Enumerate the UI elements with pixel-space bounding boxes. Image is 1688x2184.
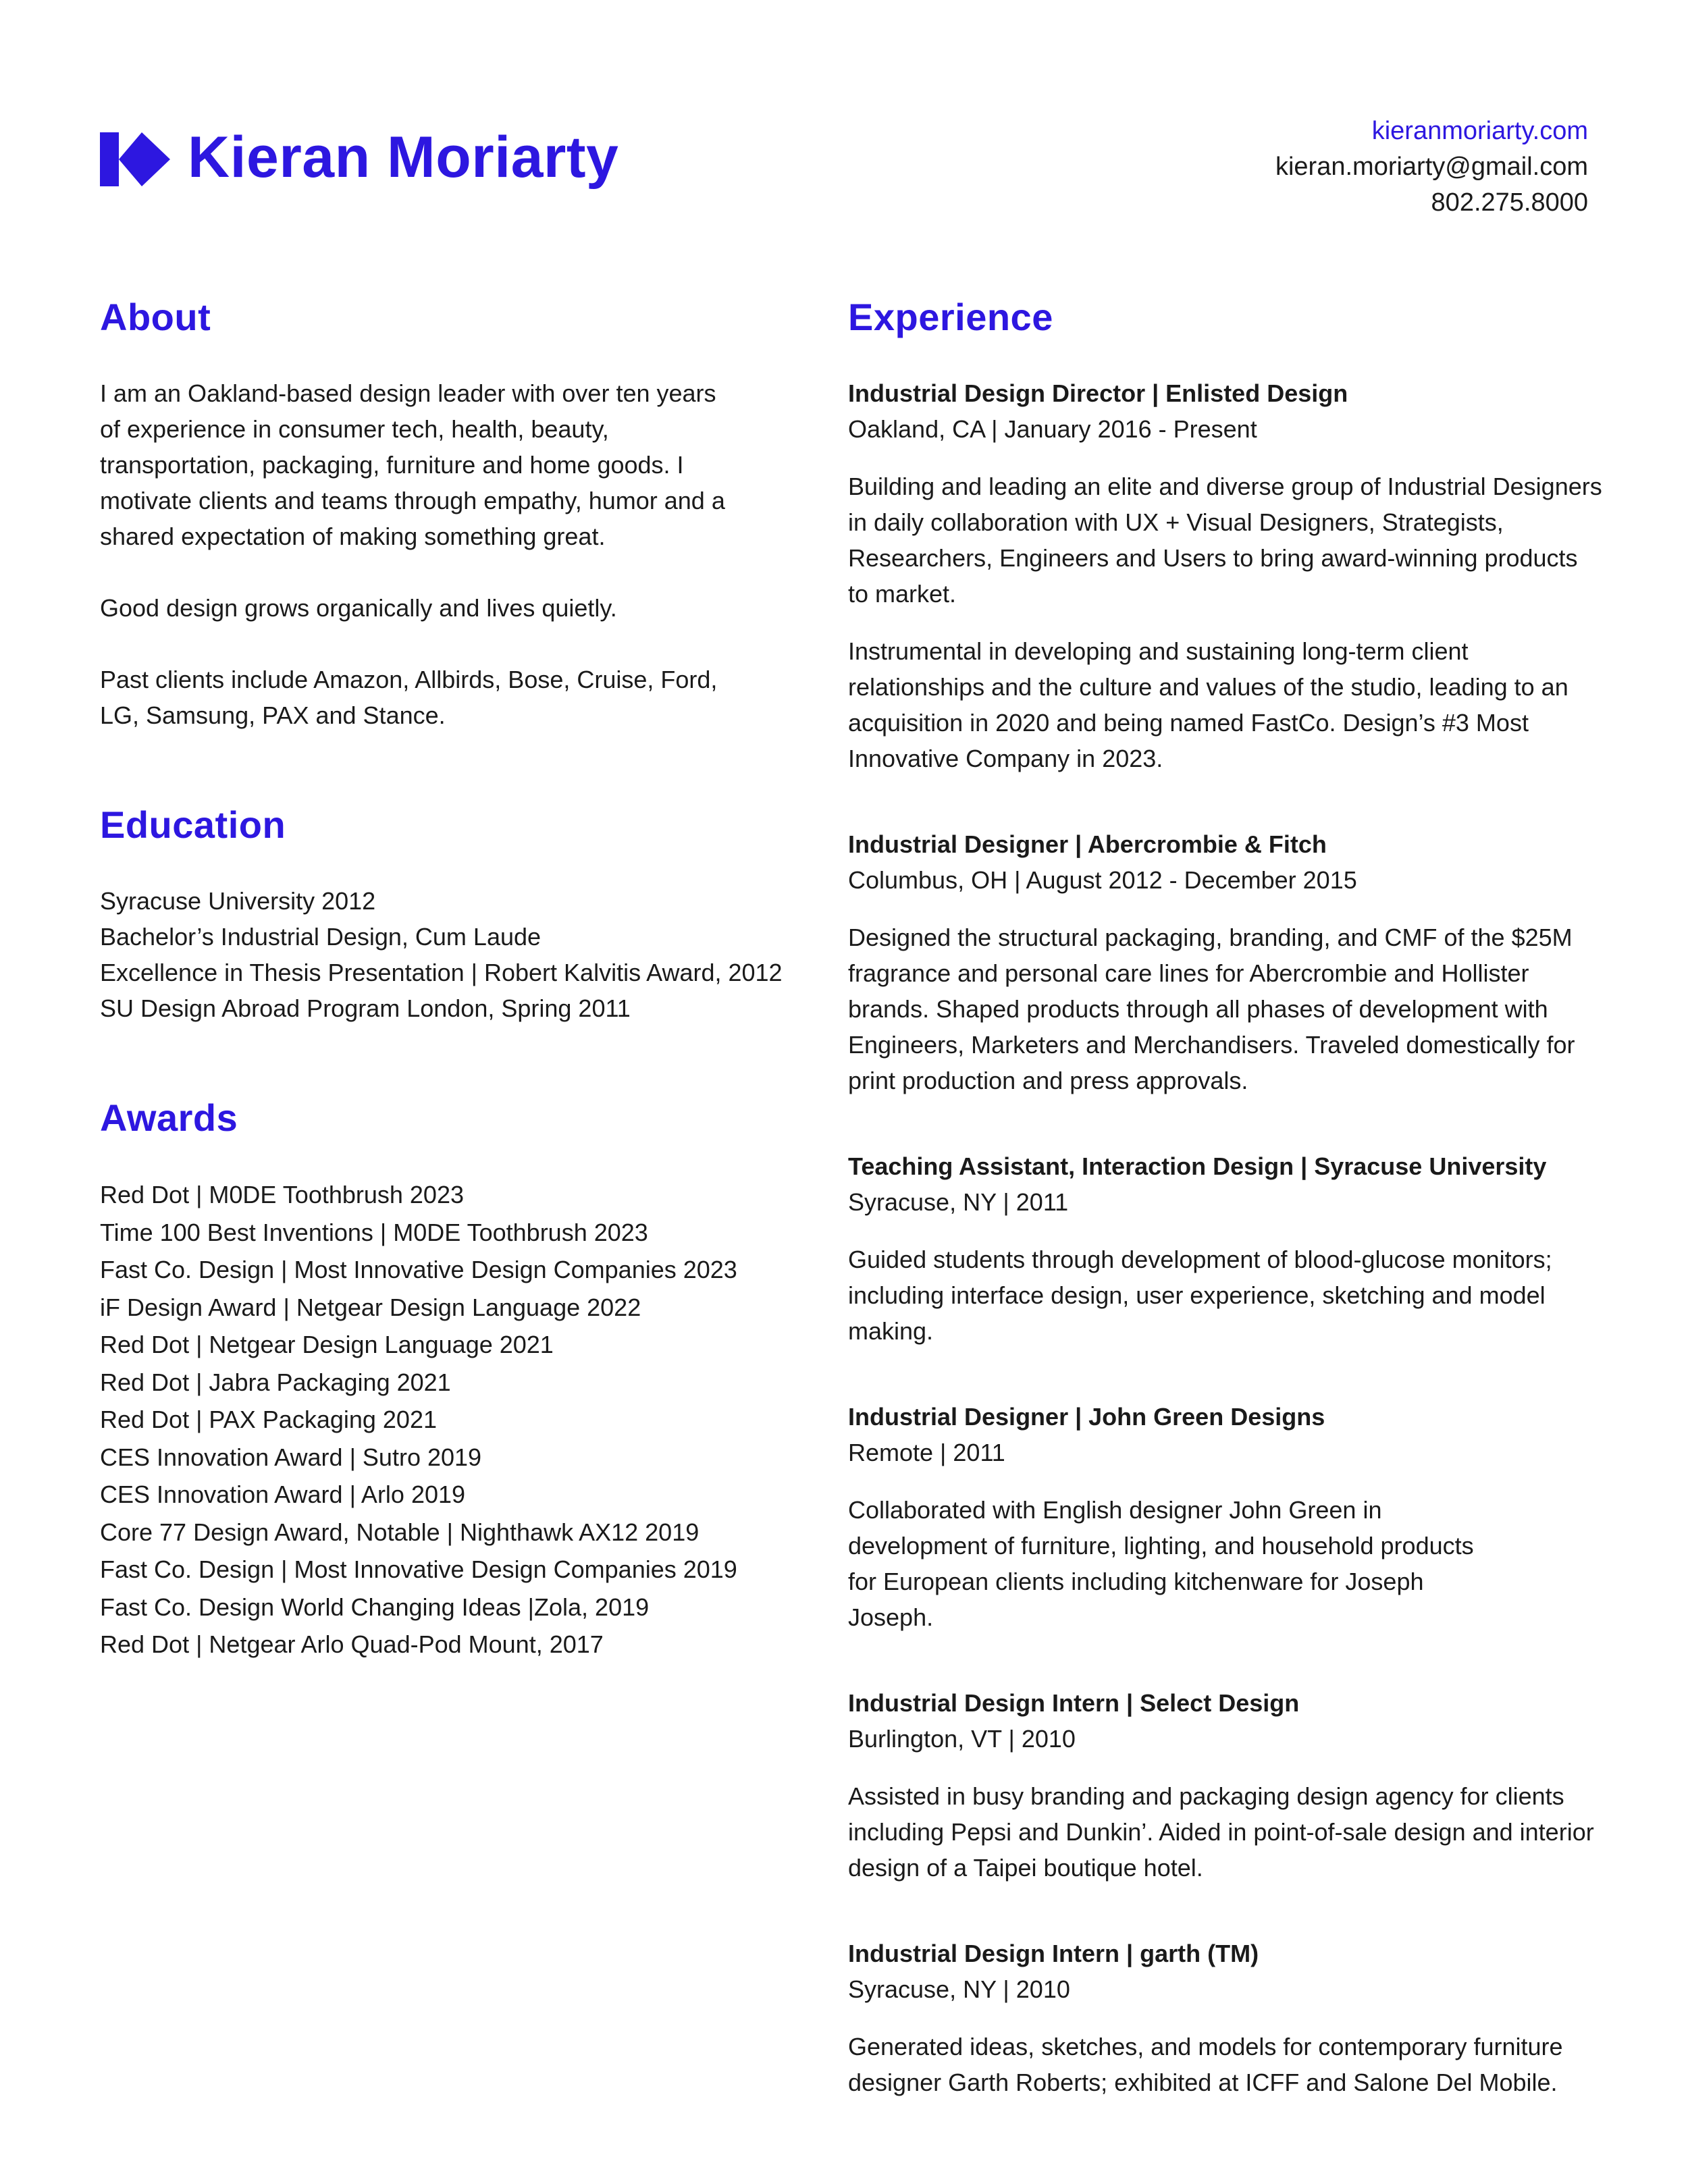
left-column [100, 284, 783, 1663]
award-item: Red Dot | Jabra Packaging 2021 [100, 1368, 451, 1396]
about-paragraph: I am an Oakland-based design leader with over ten years of experience in consumer tech, health, beauty, transportation, packaging, furniture and home goods. I motivate clients and teams through empathy, humor and a shared expectation of making something great. [100, 379, 725, 550]
job-description: Building and leading an elite and diverse group of Industrial Designers in daily collaboration with UX + Visual Designers, Strategists, Researchers, Engineers and Users to bring award-winning products to market. [848, 473, 1602, 608]
page-title: Kieran Moriarty [188, 125, 619, 190]
award-item: Red Dot | Netgear Design Language 2021 [100, 1331, 554, 1358]
education-line: Syracuse University 2012 [100, 887, 376, 915]
education-heading: Education [100, 803, 286, 846]
job-meta: Remote | 2011 [848, 1439, 1005, 1466]
awards-heading: Awards [100, 1096, 238, 1139]
about-heading: About [100, 296, 211, 338]
award-item: Red Dot | Netgear Arlo Quad-Pod Mount, 2017 [100, 1630, 604, 1658]
job-title: Industrial Designer | John Green Designs [848, 1403, 1325, 1431]
phone-number: 802.275.8000 [1431, 188, 1588, 217]
job-entry [848, 826, 1604, 1098]
job-entry [848, 1936, 1604, 2100]
job-meta: Columbus, OH | August 2012 - December 2015 [848, 866, 1357, 894]
website-link[interactable]: kieranmoriarty.com [1371, 117, 1588, 145]
email-link[interactable]: kieran.moriarty@gmail.com [1275, 153, 1588, 181]
job-description: Collaborated with English designer John Green in development of furniture, lighting, and household products for European clients including kitchenware for Joseph Joseph. [848, 1496, 1474, 1631]
right-column [848, 284, 1604, 2100]
contact-block [1048, 113, 1588, 221]
education-line: Bachelor’s Industrial Design, Cum Laude [100, 923, 542, 951]
job-meta: Syracuse, NY | 2011 [848, 1188, 1069, 1216]
job-title: Industrial Design Director | Enlisted Design [848, 379, 1348, 407]
job-description: Instrumental in developing and sustaining long-term client relationships and the culture and values of the studio, leading to an acquisition in 2020 and being named FastCo. Design’s #3 Most Innovative Company in 2023. [848, 637, 1568, 772]
award-item: Fast Co. Design | Most Innovative Design Companies 2023 [100, 1256, 737, 1283]
award-item: Time 100 Best Inventions | M0DE Toothbrush 2023 [100, 1218, 648, 1246]
job-entry [848, 375, 1604, 776]
job-meta: Oakland, CA | January 2016 - Present [848, 415, 1257, 443]
job-description: Generated ideas, sketches, and models for contemporary furniture designer Garth Roberts; exhibited at ICFF and Salone Del Mobile. [848, 2033, 1563, 2096]
job-meta: Burlington, VT | 2010 [848, 1725, 1076, 1753]
award-item: Core 77 Design Award, Notable | Nighthawk AX12 2019 [100, 1518, 700, 1546]
job-title: Industrial Design Intern | Select Design [848, 1689, 1300, 1717]
about-paragraph: Good design grows organically and lives quietly. [100, 594, 617, 622]
award-item: Red Dot | M0DE Toothbrush 2023 [100, 1181, 464, 1208]
k-diamond-logo-icon [100, 132, 170, 186]
job-description: Guided students through development of blood-glucose monitors; including interface design, user experience, sketching and model making. [848, 1246, 1552, 1345]
job-entry [848, 1685, 1604, 1886]
job-meta: Syracuse, NY | 2010 [848, 1975, 1070, 2003]
job-description: Designed the structural packaging, branding, and CMF of the $25M fragrance and personal care lines for Abercrombie and Hollister brands. Shaped products through all phases of development with Engineers, Marketers and Merchandisers. Traveled domestically for print production and press approvals. [848, 924, 1575, 1094]
job-entry [848, 1399, 1604, 1635]
job-entry [848, 1148, 1604, 1349]
experience-heading: Experience [848, 296, 1053, 338]
award-item: Red Dot | PAX Packaging 2021 [100, 1406, 437, 1433]
job-description: Assisted in busy branding and packaging design agency for clients including Pepsi and Dunkin’. Aided in point-of-sale design and interior design of a Taipei boutique hotel. [848, 1782, 1594, 1882]
job-title: Industrial Designer | Abercrombie & Fitch [848, 830, 1327, 858]
award-item: iF Design Award | Netgear Design Language 2022 [100, 1293, 641, 1321]
education-line: SU Design Abroad Program London, Spring 2011 [100, 994, 631, 1022]
education-line: Excellence in Thesis Presentation | Robert Kalvitis Award, 2012 [100, 959, 783, 986]
job-title: Teaching Assistant, Interaction Design | Syracuse University [848, 1152, 1547, 1180]
award-item: Fast Co. Design World Changing Ideas |Zola, 2019 [100, 1593, 650, 1621]
award-item: CES Innovation Award | Sutro 2019 [100, 1443, 482, 1471]
about-paragraph: Past clients include Amazon, Allbirds, Bose, Cruise, Ford, LG, Samsung, PAX and Stance. [100, 666, 718, 729]
award-item: Fast Co. Design | Most Innovative Design Companies 2019 [100, 1555, 737, 1583]
job-title: Industrial Design Intern | garth (TM) [848, 1940, 1259, 1967]
award-item: CES Innovation Award | Arlo 2019 [100, 1481, 466, 1508]
